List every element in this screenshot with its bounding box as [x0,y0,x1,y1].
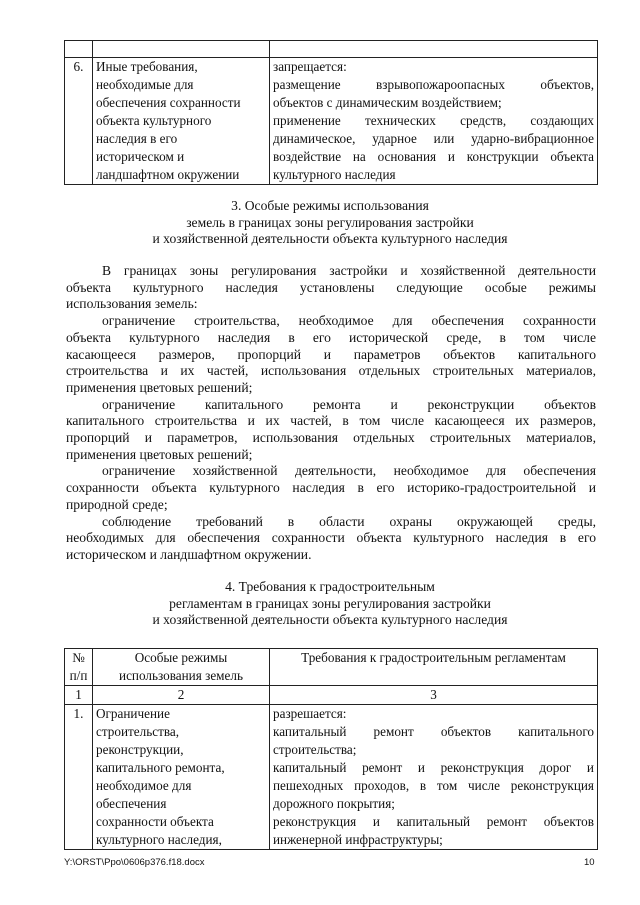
table-empty-row [65,41,598,58]
regulations-table [64,648,598,850]
paragraph: соблюдение требований в области охраны окружающей среды, необходимых для обеспечения сохранности объекта культурного наследия в его историческом и ландшафтном окружении. [66,513,596,562]
table-row [65,58,598,185]
table-continuation [64,40,598,185]
header-number: № п/п [65,649,93,686]
header-land-use: Особые режимы использования земель [93,649,270,686]
footer-file-path: Y:\ORST\Ppo\0606p376.f18.docx [64,857,205,868]
index-cell: 3 [270,686,598,705]
section-3-body [66,263,596,564]
paragraph: ограничение строительства, необходимое для обеспечения сохранности объекта культурного наследия в его исторической среде, в том числе касающееся размеров, пропорций и параметров объектов капитального строительства и их частей, использования отдельных строительных материалов, применения цветовых решений; [66,313,596,395]
table-index-row [65,686,598,705]
land-use-mode: Ограничение строительства, реконструкции, капитального ремонта, необходимое для обеспечения сохранности объекта культурного наследия, [93,705,270,850]
table-header-row [65,649,598,686]
row-number: 1. [65,705,93,850]
table-row [65,705,598,850]
requirement-name: Иные требования, необходимые для обеспечения сохранности объекта культурного наследия в его историческом и ландшафтном окружении [93,58,270,185]
header-requirements: Требования к градостроительным регламентам [270,649,598,686]
index-cell: 2 [93,686,270,705]
section-3-heading: 3. Особые режимы использования земель в границах зоны регулирования застройки и хозяйственной деятельности объекта культурного наследия [152,198,508,246]
paragraph: ограничение хозяйственной деятельности, необходимое для обеспечения сохранности объекта культурного наследия в его историко-градостроительной и природной среде; [66,463,596,512]
section-4-heading: 4. Требования к градостроительным регламентам в границах зоны регулирования застройки и хозяйственной деятельности объекта культурного наследия [152,579,508,627]
paragraph: ограничение капитального ремонта и реконструкции объектов капитального строительства и их частей, в том числе касающееся их размеров, пропорций и параметров, использования отдельных строительных материалов, применения цветовых решений; [66,396,596,462]
paragraph: В границах зоны регулирования застройки и хозяйственной деятельности объекта культурного наследия установлены следующие особые режимы использования земель: [66,263,596,312]
regulation-text: разрешается: капитальный ремонт объектов капитального строительства; капитальный ремонт и реконструкция дорог и пешеходных проходов, в том числе реконструкция дорожного покрытия; реконструкция и капитальный ремонт объектов инженерной инфраструктуры; [270,705,598,850]
requirement-text: запрещается: размещение взрывопожароопасных объектов, объектов с динамическим воздействием; применение технических средств, создающих динамическое, ударное или ударно-вибрационное воздействие на основания и конструкции объекта культурного наследия [270,58,598,185]
index-cell: 1 [65,686,93,705]
row-number: 6. [65,58,93,185]
footer-page-number: 10 [584,857,595,868]
